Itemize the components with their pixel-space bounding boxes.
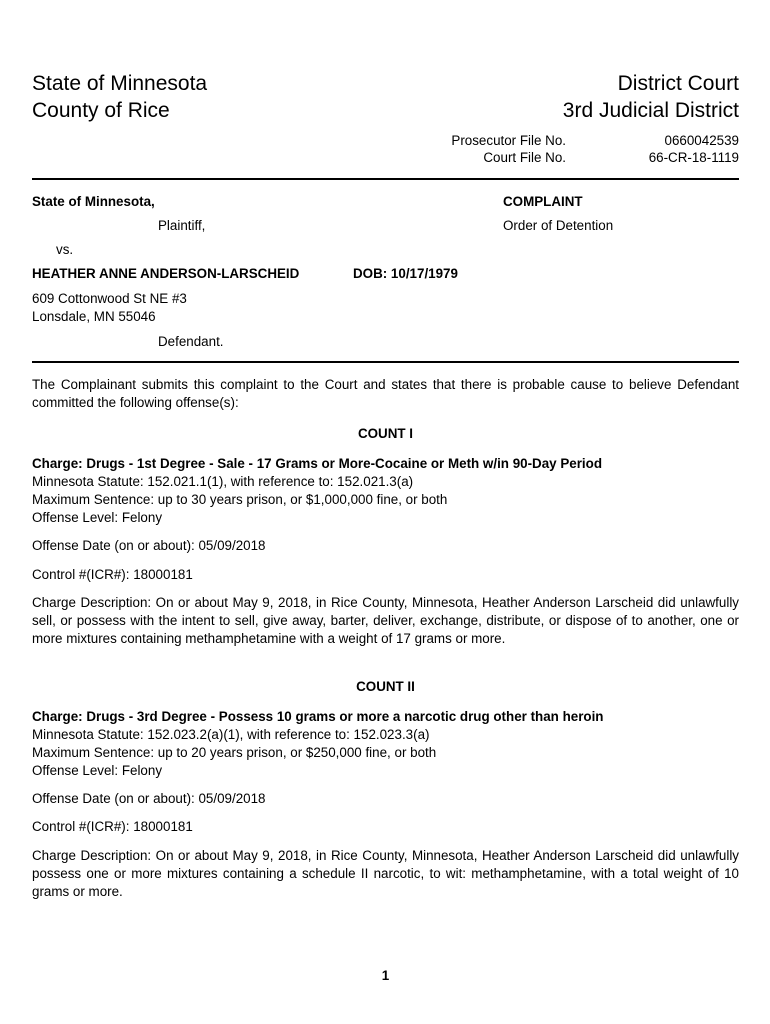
- defendant-role: Defendant.: [158, 334, 224, 349]
- versus-label: vs.: [56, 242, 74, 257]
- defendant-address-line2: Lonsdale, MN 55046: [32, 309, 156, 324]
- count-details: [32, 455, 739, 527]
- defendant-dob: DOB: 10/17/1979: [353, 266, 458, 281]
- control-number: Control #(ICR#): 18000181: [32, 567, 193, 582]
- offense-date: Offense Date (on or about): 05/09/2018: [32, 791, 266, 806]
- header-divider: [32, 178, 739, 180]
- statute: Minnesota Statute: 152.021.1(1), with reference to: 152.021.3(a): [32, 474, 414, 489]
- court-file-number: 66-CR-18-1119: [648, 150, 739, 165]
- defendant-address-line1: 609 Cottonwood St NE #3: [32, 291, 187, 306]
- control-number: Control #(ICR#): 18000181: [32, 819, 193, 834]
- maximum-sentence: Maximum Sentence: up to 20 years prison, or $250,000 fine, or both: [32, 745, 437, 760]
- charge-title: Charge: Drugs - 3rd Degree - Possess 10 grams or more a narcotic drug other than heroin: [32, 709, 604, 724]
- document-subtype: Order of Detention: [503, 218, 614, 233]
- count-heading: COUNT II: [356, 679, 415, 694]
- offense-date: Offense Date (on or about): 05/09/2018: [32, 538, 266, 553]
- charge-title: Charge: Drugs - 1st Degree - Sale - 17 Grams or More-Cocaine or Meth w/in 90-Day Period: [32, 456, 602, 471]
- offense-level: Offense Level: Felony: [32, 510, 163, 525]
- county-heading: County of Rice: [32, 99, 170, 122]
- count-details: [32, 708, 739, 780]
- offense-level: Offense Level: Felony: [32, 763, 163, 778]
- district-heading: 3rd Judicial District: [562, 99, 739, 122]
- court-heading: District Court: [617, 72, 739, 95]
- maximum-sentence: Maximum Sentence: up to 30 years prison, or $1,000,000 fine, or both: [32, 492, 448, 507]
- plaintiff-role: Plaintiff,: [158, 218, 206, 233]
- court-file-label: Court File No.: [483, 150, 566, 165]
- document-type: COMPLAINT: [503, 194, 583, 209]
- charge-description: Charge Description: On or about May 9, 2018, in Rice County, Minnesota, Heather Anderson Larscheid did unlawfully sell, or possess with the intent to sell, give away, barter, deliver, exchange, distribute, or dispose of to another, one or more mixtures containing methamphetamine with a weight of 17 grams or more.: [32, 595, 739, 646]
- statute: Minnesota Statute: 152.023.2(a)(1), with reference to: 152.023.3(a): [32, 727, 430, 742]
- page-number: 1: [381, 968, 390, 983]
- defendant-name: HEATHER ANNE ANDERSON-LARSCHEID: [32, 266, 300, 281]
- state-heading: State of Minnesota: [32, 72, 208, 95]
- prosecutor-file-number: 0660042539: [664, 133, 739, 148]
- caption-divider: [32, 361, 739, 363]
- prosecutor-file-label: Prosecutor File No.: [451, 133, 566, 148]
- plaintiff-name: State of Minnesota,: [32, 194, 155, 209]
- charge-description: Charge Description: On or about May 9, 2018, in Rice County, Minnesota, Heather Anderson Larscheid did unlawfully possess one or more mixtures containing a schedule II narcotic, to wit: methamphetamine, with a total weight of 10 grams or more.: [32, 848, 739, 899]
- intro-paragraph: The Complainant submits this complaint to the Court and states that there is probable cause to believe Defendant committed the following offense(s):: [32, 377, 739, 410]
- count-heading: COUNT I: [357, 426, 414, 441]
